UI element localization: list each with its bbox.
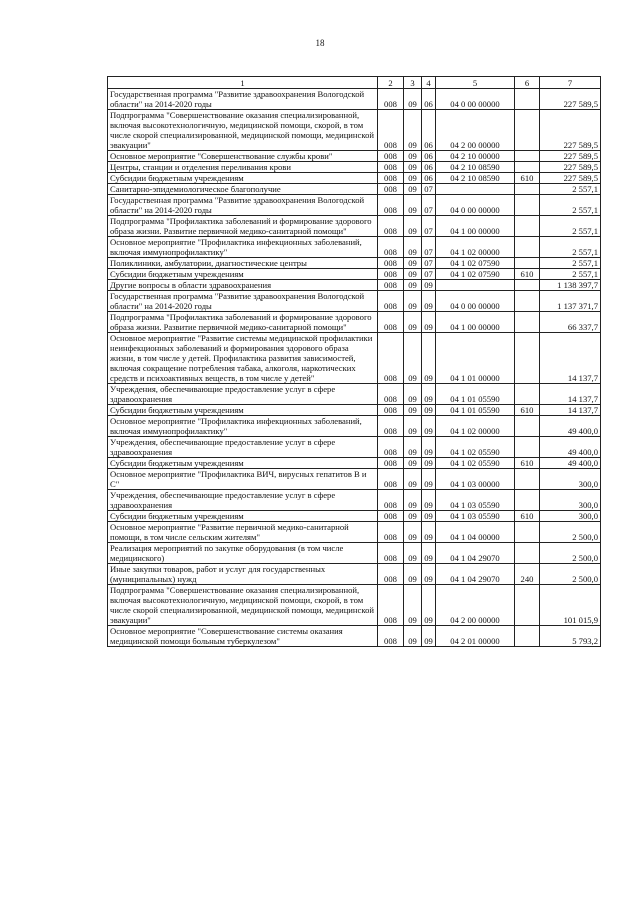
table-row — [108, 184, 601, 195]
row-ved-cell: 008 — [378, 110, 404, 151]
row-csr-cell: 04 1 04 00000 — [436, 522, 515, 543]
page-number: 18 — [315, 38, 325, 48]
row-pr-cell: 07 — [422, 195, 436, 216]
row-pr-cell: 09 — [422, 511, 436, 522]
row-name-cell: Основное мероприятие "Развитие системы медицинской профилактики неинфекционных заболеваний и формирования здорового образа жизни, в том числе у детей. Профилактика развития зависимостей, включая сокращение потребления табака, алкоголя, наркотических средств и психоактивных веществ, в том числе у детей" — [108, 333, 378, 384]
row-vr-cell — [515, 312, 540, 333]
table-row — [108, 522, 601, 543]
table-row — [108, 195, 601, 216]
row-csr-cell: 04 1 04 29070 — [436, 564, 515, 585]
row-rz-cell: 09 — [404, 173, 422, 184]
row-sum-cell: 1 138 397,7 — [540, 280, 601, 291]
row-ved-cell: 008 — [378, 405, 404, 416]
row-name-cell: Подпрограмма "Профилактика заболеваний и формирование здорового образа жизни. Развитие первичной медико-санитарной помощи" — [108, 216, 378, 237]
row-sum-cell: 300,0 — [540, 511, 601, 522]
row-sum-cell: 300,0 — [540, 469, 601, 490]
row-sum-cell: 49 400,0 — [540, 437, 601, 458]
row-name-cell: Учреждения, обеспечивающие предоставление услуг в сфере здравоохранения — [108, 490, 378, 511]
row-csr-cell: 04 2 00 00000 — [436, 110, 515, 151]
row-rz-cell: 09 — [404, 333, 422, 384]
row-name-cell: Государственная программа "Развитие здравоохранения Вологодской области" на 2014-2020 годы — [108, 291, 378, 312]
row-pr-cell: 09 — [422, 490, 436, 511]
row-rz-cell: 09 — [404, 511, 422, 522]
row-name-cell: Субсидии бюджетным учреждениям — [108, 269, 378, 280]
table-row — [108, 490, 601, 511]
row-ved-cell: 008 — [378, 626, 404, 647]
row-pr-cell: 09 — [422, 384, 436, 405]
row-sum-cell: 2 557,1 — [540, 195, 601, 216]
table-row — [108, 110, 601, 151]
row-rz-cell: 09 — [404, 405, 422, 416]
row-name-cell: Субсидии бюджетным учреждениям — [108, 405, 378, 416]
row-vr-cell — [515, 89, 540, 110]
row-ved-cell: 008 — [378, 522, 404, 543]
row-rz-cell: 09 — [404, 237, 422, 258]
row-ved-cell: 008 — [378, 564, 404, 585]
row-ved-cell: 008 — [378, 416, 404, 437]
row-name-cell: Субсидии бюджетным учреждениям — [108, 458, 378, 469]
row-name-cell: Государственная программа "Развитие здравоохранения Вологодской области" на 2014-2020 годы — [108, 89, 378, 110]
table-row — [108, 151, 601, 162]
row-ved-cell: 008 — [378, 162, 404, 173]
row-name-cell: Реализация мероприятий по закупке оборудования (в том числе медицинского) — [108, 543, 378, 564]
row-name-cell: Другие вопросы в области здравоохранения — [108, 280, 378, 291]
row-vr-cell: 610 — [515, 173, 540, 184]
row-name-cell: Санитарно-эпидемиологическое благополучие — [108, 184, 378, 195]
row-vr-cell — [515, 110, 540, 151]
row-vr-cell — [515, 195, 540, 216]
row-rz-cell: 09 — [404, 162, 422, 173]
row-pr-cell: 09 — [422, 416, 436, 437]
row-rz-cell: 09 — [404, 585, 422, 626]
row-vr-cell: 610 — [515, 458, 540, 469]
row-sum-cell: 2 557,1 — [540, 258, 601, 269]
row-name-cell: Подпрограмма "Совершенствование оказания специализированной, включая высокотехнологичную, медицинской помощи, скорой, в том числе скорой специализированной, медицинской помощи, медицинской эвакуации" — [108, 585, 378, 626]
row-name-cell: Подпрограмма "Совершенствование оказания специализированной, включая высокотехнологичную, медицинской помощи, скорой, в том числе скорой специализированной, медицинской помощи, медицинской эвакуации" — [108, 110, 378, 151]
row-ved-cell: 008 — [378, 490, 404, 511]
row-ved-cell: 008 — [378, 458, 404, 469]
row-pr-cell: 06 — [422, 89, 436, 110]
table-row — [108, 162, 601, 173]
row-sum-cell: 49 400,0 — [540, 458, 601, 469]
row-rz-cell: 09 — [404, 269, 422, 280]
row-rz-cell: 09 — [404, 280, 422, 291]
row-ved-cell: 008 — [378, 437, 404, 458]
table-row — [108, 89, 601, 110]
row-name-cell: Иные закупки товаров, работ и услуг для государственных (муниципальных) нужд — [108, 564, 378, 585]
row-csr-cell: 04 1 01 05590 — [436, 405, 515, 416]
row-csr-cell: 04 0 00 00000 — [436, 291, 515, 312]
row-pr-cell: 09 — [422, 543, 436, 564]
row-name-cell: Основное мероприятие "Развитие первичной медико-санитарной помощи, в том числе сельским жителям" — [108, 522, 378, 543]
row-pr-cell: 09 — [422, 564, 436, 585]
row-pr-cell: 06 — [422, 110, 436, 151]
row-vr-cell — [515, 522, 540, 543]
row-ved-cell: 008 — [378, 312, 404, 333]
row-vr-cell — [515, 151, 540, 162]
row-rz-cell: 09 — [404, 216, 422, 237]
row-rz-cell: 09 — [404, 184, 422, 195]
header-cell: 6 — [515, 77, 540, 89]
row-rz-cell: 09 — [404, 258, 422, 269]
row-csr-cell: 04 2 00 00000 — [436, 585, 515, 626]
row-name-cell: Основное мероприятие "Профилактика ВИЧ, вирусных гепатитов В и С" — [108, 469, 378, 490]
row-name-cell: Основное мероприятие "Совершенствование службы крови" — [108, 151, 378, 162]
table-row — [108, 469, 601, 490]
row-ved-cell: 008 — [378, 216, 404, 237]
row-pr-cell: 09 — [422, 469, 436, 490]
row-sum-cell: 14 137,7 — [540, 384, 601, 405]
row-ved-cell: 008 — [378, 280, 404, 291]
row-pr-cell: 07 — [422, 216, 436, 237]
row-csr-cell: 04 1 02 07590 — [436, 258, 515, 269]
row-rz-cell: 09 — [404, 89, 422, 110]
row-name-cell: Учреждения, обеспечивающие предоставление услуг в сфере здравоохранения — [108, 437, 378, 458]
header-cell: 1 — [108, 77, 378, 89]
row-sum-cell: 101 015,9 — [540, 585, 601, 626]
row-rz-cell: 09 — [404, 384, 422, 405]
row-rz-cell: 09 — [404, 564, 422, 585]
row-vr-cell — [515, 416, 540, 437]
row-ved-cell: 008 — [378, 258, 404, 269]
row-csr-cell — [436, 184, 515, 195]
row-sum-cell: 14 137,7 — [540, 405, 601, 416]
row-csr-cell: 04 1 02 00000 — [436, 237, 515, 258]
table-row — [108, 237, 601, 258]
row-rz-cell: 09 — [404, 490, 422, 511]
row-vr-cell — [515, 291, 540, 312]
row-sum-cell: 2 557,1 — [540, 269, 601, 280]
row-vr-cell — [515, 543, 540, 564]
row-vr-cell: 240 — [515, 564, 540, 585]
row-rz-cell: 09 — [404, 458, 422, 469]
row-ved-cell: 008 — [378, 269, 404, 280]
row-csr-cell: 04 1 03 05590 — [436, 511, 515, 522]
row-name-cell: Поликлиники, амбулатории, диагностические центры — [108, 258, 378, 269]
row-pr-cell: 06 — [422, 162, 436, 173]
row-name-cell: Центры, станции и отделения переливания крови — [108, 162, 378, 173]
row-name-cell: Основное мероприятие "Совершенствование системы оказания медицинской помощи больным туберкулезом" — [108, 626, 378, 647]
row-sum-cell: 2 557,1 — [540, 184, 601, 195]
row-sum-cell: 2 557,1 — [540, 237, 601, 258]
row-sum-cell: 2 557,1 — [540, 216, 601, 237]
row-pr-cell: 09 — [422, 312, 436, 333]
row-csr-cell: 04 2 10 08590 — [436, 173, 515, 184]
row-vr-cell — [515, 216, 540, 237]
table-row — [108, 543, 601, 564]
row-vr-cell — [515, 258, 540, 269]
row-rz-cell: 09 — [404, 416, 422, 437]
row-pr-cell: 09 — [422, 437, 436, 458]
row-rz-cell: 09 — [404, 312, 422, 333]
row-sum-cell: 2 500,0 — [540, 522, 601, 543]
table-row — [108, 216, 601, 237]
table-row — [108, 405, 601, 416]
row-csr-cell: 04 1 00 00000 — [436, 216, 515, 237]
row-csr-cell: 04 0 00 00000 — [436, 195, 515, 216]
table-row — [108, 312, 601, 333]
budget-table — [107, 76, 601, 647]
row-pr-cell: 09 — [422, 405, 436, 416]
row-csr-cell: 04 1 01 00000 — [436, 333, 515, 384]
row-vr-cell — [515, 384, 540, 405]
row-csr-cell: 04 2 10 00000 — [436, 151, 515, 162]
row-csr-cell: 04 1 00 00000 — [436, 312, 515, 333]
row-rz-cell: 09 — [404, 522, 422, 543]
row-pr-cell: 09 — [422, 333, 436, 384]
row-name-cell: Субсидии бюджетным учреждениям — [108, 511, 378, 522]
table-row — [108, 416, 601, 437]
row-ved-cell: 008 — [378, 384, 404, 405]
row-vr-cell — [515, 280, 540, 291]
table-row — [108, 626, 601, 647]
row-sum-cell: 227 589,5 — [540, 89, 601, 110]
row-csr-cell: 04 1 01 05590 — [436, 384, 515, 405]
table-row — [108, 511, 601, 522]
row-pr-cell: 09 — [422, 585, 436, 626]
row-name-cell: Государственная программа "Развитие здравоохранения Вологодской области" на 2014-2020 годы — [108, 195, 378, 216]
row-sum-cell: 227 589,5 — [540, 110, 601, 151]
row-pr-cell: 07 — [422, 237, 436, 258]
row-pr-cell: 09 — [422, 280, 436, 291]
row-sum-cell: 5 793,2 — [540, 626, 601, 647]
row-ved-cell: 008 — [378, 237, 404, 258]
row-sum-cell: 227 589,5 — [540, 151, 601, 162]
row-ved-cell: 008 — [378, 469, 404, 490]
table-row — [108, 280, 601, 291]
table-row — [108, 269, 601, 280]
table-row — [108, 173, 601, 184]
table-row — [108, 384, 601, 405]
row-sum-cell: 2 500,0 — [540, 543, 601, 564]
row-vr-cell — [515, 184, 540, 195]
row-vr-cell — [515, 333, 540, 384]
table-row — [108, 564, 601, 585]
row-ved-cell: 008 — [378, 151, 404, 162]
row-vr-cell — [515, 162, 540, 173]
table-row — [108, 258, 601, 269]
row-vr-cell — [515, 437, 540, 458]
row-csr-cell: 04 1 02 05590 — [436, 458, 515, 469]
table-row — [108, 458, 601, 469]
row-rz-cell: 09 — [404, 469, 422, 490]
row-ved-cell: 008 — [378, 184, 404, 195]
row-csr-cell: 04 1 04 29070 — [436, 543, 515, 564]
row-vr-cell — [515, 585, 540, 626]
row-name-cell: Основное мероприятие "Профилактика инфекционных заболеваний, включая иммунопрофилактику" — [108, 416, 378, 437]
row-name-cell: Субсидии бюджетным учреждениям — [108, 173, 378, 184]
row-pr-cell: 06 — [422, 151, 436, 162]
row-csr-cell: 04 1 02 05590 — [436, 437, 515, 458]
row-rz-cell: 09 — [404, 110, 422, 151]
row-pr-cell: 09 — [422, 522, 436, 543]
header-cell: 4 — [422, 77, 436, 89]
row-pr-cell: 07 — [422, 269, 436, 280]
row-sum-cell: 1 137 371,7 — [540, 291, 601, 312]
row-ved-cell: 008 — [378, 333, 404, 384]
row-vr-cell — [515, 469, 540, 490]
row-rz-cell: 09 — [404, 437, 422, 458]
table-row — [108, 291, 601, 312]
row-pr-cell: 09 — [422, 458, 436, 469]
row-sum-cell: 2 500,0 — [540, 564, 601, 585]
row-ved-cell: 008 — [378, 585, 404, 626]
row-name-cell: Подпрограмма "Профилактика заболеваний и формирование здорового образа жизни. Развитие первичной медико-санитарной помощи" — [108, 312, 378, 333]
row-vr-cell — [515, 237, 540, 258]
header-cell: 3 — [404, 77, 422, 89]
row-rz-cell: 09 — [404, 291, 422, 312]
row-name-cell: Основное мероприятие "Профилактика инфекционных заболеваний, включая иммунопрофилактику" — [108, 237, 378, 258]
row-pr-cell: 06 — [422, 173, 436, 184]
row-sum-cell: 49 400,0 — [540, 416, 601, 437]
row-sum-cell: 300,0 — [540, 490, 601, 511]
row-csr-cell: 04 1 03 00000 — [436, 469, 515, 490]
row-pr-cell: 07 — [422, 184, 436, 195]
row-name-cell: Учреждения, обеспечивающие предоставление услуг в сфере здравоохранения — [108, 384, 378, 405]
row-pr-cell: 09 — [422, 626, 436, 647]
table-row — [108, 585, 601, 626]
row-pr-cell: 07 — [422, 258, 436, 269]
row-sum-cell: 14 137,7 — [540, 333, 601, 384]
row-ved-cell: 008 — [378, 89, 404, 110]
row-vr-cell: 610 — [515, 405, 540, 416]
row-rz-cell: 09 — [404, 626, 422, 647]
table-row — [108, 333, 601, 384]
header-cell: 7 — [540, 77, 601, 89]
row-vr-cell — [515, 490, 540, 511]
row-ved-cell: 008 — [378, 511, 404, 522]
row-csr-cell: 04 1 03 05590 — [436, 490, 515, 511]
row-vr-cell: 610 — [515, 511, 540, 522]
row-pr-cell: 09 — [422, 291, 436, 312]
header-cell: 5 — [436, 77, 515, 89]
row-ved-cell: 008 — [378, 543, 404, 564]
row-csr-cell: 04 2 01 00000 — [436, 626, 515, 647]
row-vr-cell — [515, 626, 540, 647]
row-csr-cell: 04 2 10 08590 — [436, 162, 515, 173]
header-row — [108, 77, 601, 89]
row-sum-cell: 227 589,5 — [540, 162, 601, 173]
row-ved-cell: 008 — [378, 173, 404, 184]
row-ved-cell: 008 — [378, 291, 404, 312]
row-ved-cell: 008 — [378, 195, 404, 216]
row-csr-cell: 04 1 02 00000 — [436, 416, 515, 437]
table-row — [108, 437, 601, 458]
row-csr-cell: 04 1 02 07590 — [436, 269, 515, 280]
row-sum-cell: 227 589,5 — [540, 173, 601, 184]
row-csr-cell — [436, 280, 515, 291]
row-rz-cell: 09 — [404, 151, 422, 162]
header-cell: 2 — [378, 77, 404, 89]
row-sum-cell: 66 337,7 — [540, 312, 601, 333]
row-rz-cell: 09 — [404, 543, 422, 564]
row-rz-cell: 09 — [404, 195, 422, 216]
row-csr-cell: 04 0 00 00000 — [436, 89, 515, 110]
row-vr-cell: 610 — [515, 269, 540, 280]
